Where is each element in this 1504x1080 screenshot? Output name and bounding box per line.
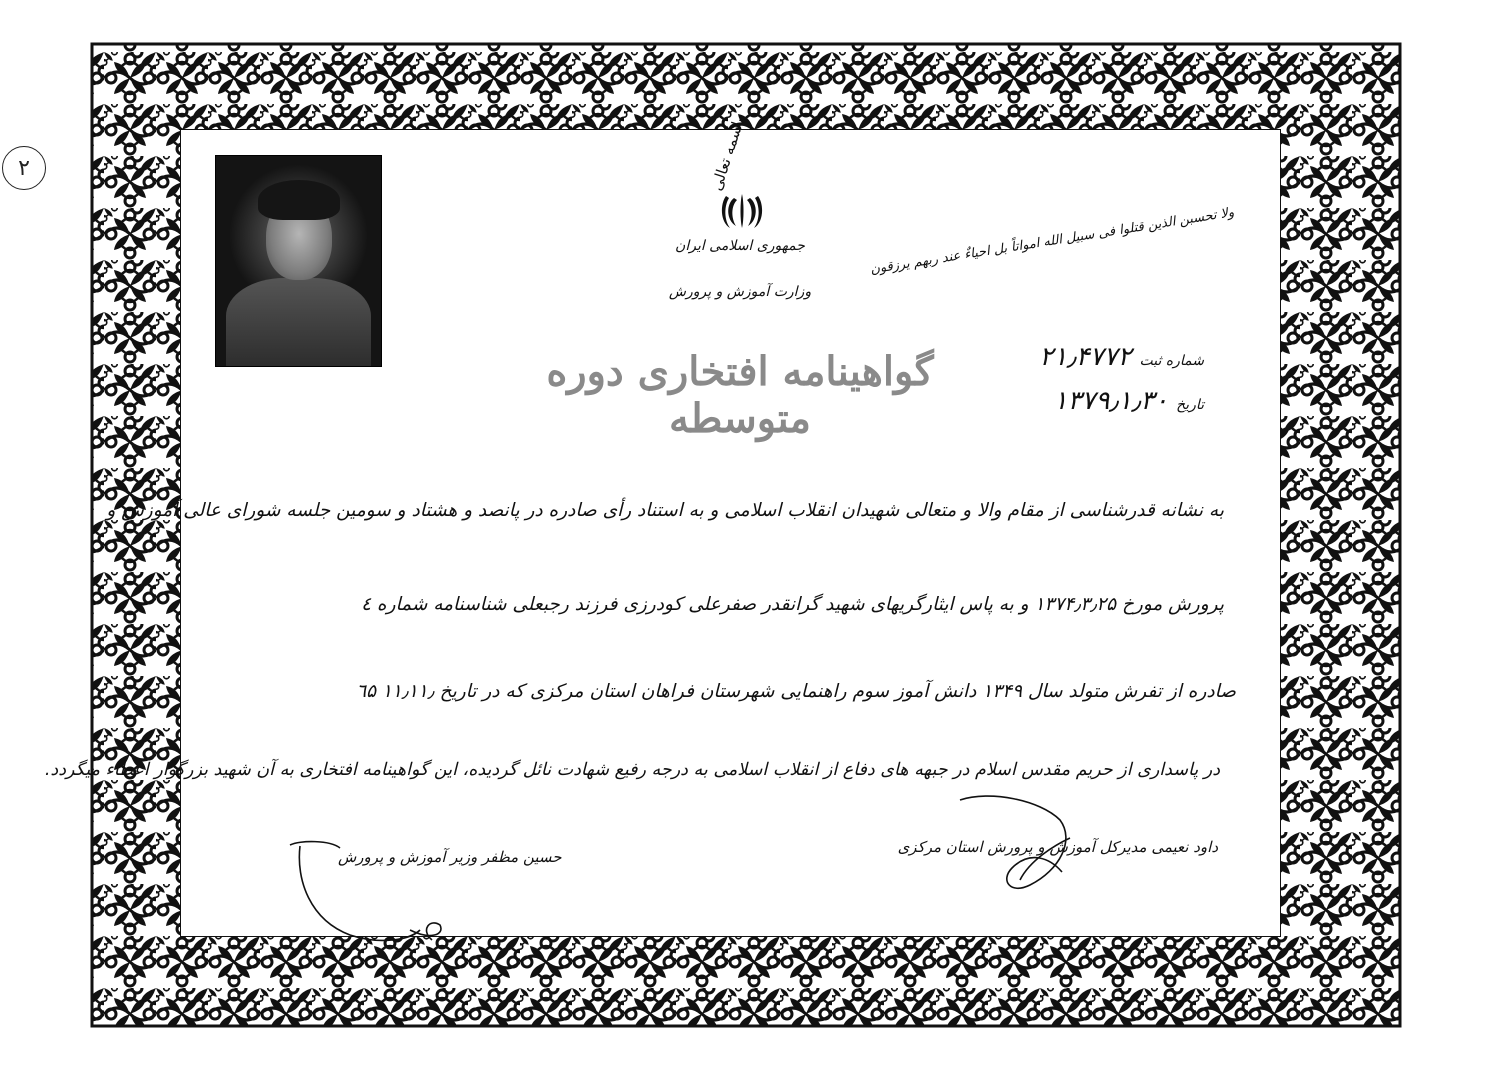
body-line-2: پرورش مورخ ۱۳۷۴٫۳٫۲۵ و به پاس ایثارگریهای شهید گرانقدر صفرعلی کودرزی فرزند رجبعلی شناسنامه شماره ٤ bbox=[361, 594, 1224, 615]
director-signature-label: داود نعیمی مدیرکل آموزش و پرورش استان مرکزی bbox=[897, 838, 1218, 856]
minister-signature-label: حسین مظفر وزیر آموزش و پرورش bbox=[338, 848, 562, 866]
bismillah: باسمه تعالی bbox=[707, 115, 748, 193]
issue-date bbox=[1054, 386, 1205, 416]
republic-label: جمهوری اسلامی ایران bbox=[675, 238, 805, 254]
ministry-label: وزارت آموزش و پرورش bbox=[668, 284, 812, 300]
registration-number bbox=[1039, 342, 1204, 372]
registration-label: شماره ثبت bbox=[1139, 353, 1204, 369]
registration-value: ۲۱٫۴۷۷۲ bbox=[1039, 342, 1132, 372]
body-line-1: به نشانه قدرشناسی از مقام والا و متعالی شهیدان انقلاب اسلامی و به استناد رأی صادره در پانصد و هشتاد و سومین جلسه شورای عالی آموزش و bbox=[106, 500, 1224, 521]
page-number: ۲ bbox=[2, 146, 46, 190]
iran-emblem-icon bbox=[720, 192, 764, 230]
quran-verse: ولا تحسبن الذین قتلوا فی سبیل الله امواتاً بل احیاءٌ عند ربهم یرزقون bbox=[869, 205, 1236, 278]
certificate-title: گواهینامه افتخاری دوره متوسطه bbox=[546, 348, 934, 442]
date-label: تاریخ bbox=[1176, 397, 1204, 413]
portrait-photo bbox=[215, 155, 382, 367]
body-line-4: در پاسداری از حریم مقدس اسلام در جبهه های دفاع از انقلاب اسلامی به درجه رفیع شهادت نائل گردیده، این گواهینامه افتخاری به آن شهید بزرگوار اعطاء میگردد. bbox=[44, 760, 1220, 780]
body-line-3: صادره از تفرش متولد سال ۱۳۴۹ دانش آموز سوم راهنمایی شهرستان فراهان استان مرکزی که در تاریخ ۱۱٫۱۱٫ ٦۵ bbox=[356, 681, 1236, 702]
date-value: ۱۳۷۹٫۱٫۳۰ bbox=[1053, 386, 1169, 416]
